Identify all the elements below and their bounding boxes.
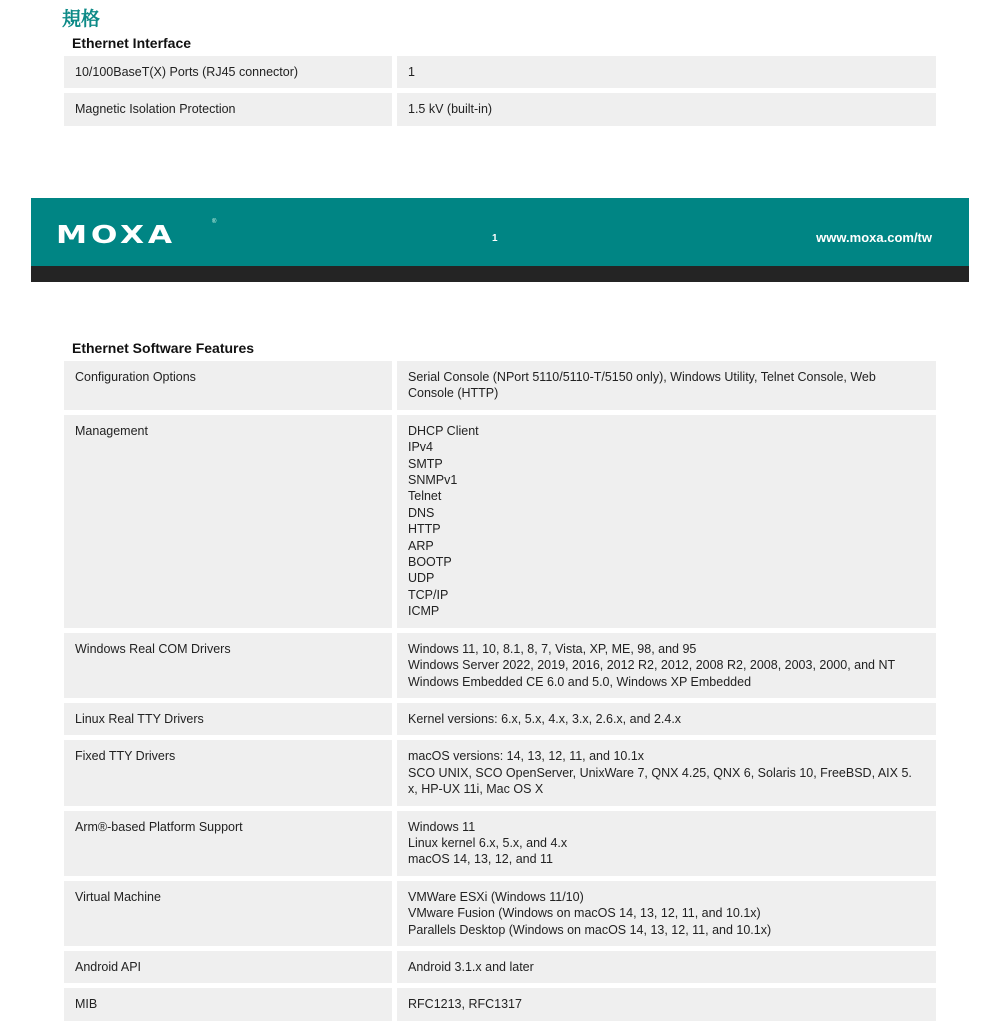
spec-value-line: 1.5 kV (built-in) [408, 102, 493, 117]
spec-value [397, 811, 936, 876]
spec-value-line: SMTP [408, 456, 443, 471]
spec-value-line: macOS versions: 14, 13, 12, 11, and 10.1x [408, 749, 645, 764]
spec-label: Fixed TTY Drivers [64, 740, 392, 805]
spec-value-line: UDP [408, 571, 435, 586]
table-row [64, 93, 936, 125]
spec-value-line: Parallels Desktop (Windows on macOS 14, 13, 12, 11, and 10.1x) [408, 922, 772, 937]
spec-value-line: ICMP [408, 604, 440, 619]
spec-value [397, 93, 936, 125]
spec-value [397, 415, 936, 628]
table-row [64, 881, 936, 946]
spec-label: Arm®-based Platform Support [64, 811, 392, 876]
spec-value [397, 951, 936, 983]
spec-value-line: Kernel versions: 6.x, 5.x, 4.x, 3.x, 2.6.x, and 2.4.x [408, 711, 682, 726]
ethernet-interface-table [64, 56, 936, 131]
spec-value [397, 633, 936, 698]
spec-value-line: Telnet [408, 489, 442, 504]
spec-label: MIB [64, 988, 392, 1020]
spec-value-line: VMWare ESXi (Windows 11/10) [408, 889, 584, 904]
spec-value [397, 740, 936, 805]
moxa-logo: MOXA [56, 220, 176, 249]
table-row [64, 703, 936, 735]
spec-value-line: Windows 11 [408, 819, 476, 834]
spec-label: Windows Real COM Drivers [64, 633, 392, 698]
spec-value [397, 881, 936, 946]
spec-label: Management [64, 415, 392, 628]
section-title-ethernet-interface: Ethernet Interface [72, 35, 192, 51]
spec-value-line: macOS 14, 13, 12, and 11 [408, 852, 554, 867]
section-title-ethernet-software-features: Ethernet Software Features [72, 340, 255, 356]
spec-label: Magnetic Isolation Protection [64, 93, 392, 125]
spec-value [397, 988, 936, 1020]
spec-value-line: x, HP-UX 11i, Mac OS X [408, 782, 544, 797]
spec-value [397, 56, 936, 88]
table-row [64, 811, 936, 876]
ethernet-software-table [64, 361, 936, 1026]
table-row [64, 361, 936, 410]
spec-value-line: Serial Console (NPort 5110/5110-T/5150 only), Windows Utility, Telnet Console, Web Console (HTTP) [408, 370, 876, 401]
spec-label: Virtual Machine [64, 881, 392, 946]
spec-value-line: HTTP [408, 522, 441, 537]
table-row [64, 951, 936, 983]
spec-value-line: SNMPv1 [408, 473, 458, 488]
spec-value-line: Android 3.1.x and later [408, 959, 534, 974]
table-row [64, 633, 936, 698]
spec-label: Linux Real TTY Drivers [64, 703, 392, 735]
spec-value-line: Windows Embedded CE 6.0 and 5.0, Windows XP Embedded [408, 674, 752, 689]
spec-value-line: Windows 11, 10, 8.1, 8, 7, Vista, XP, ME, 98, and 95 [408, 641, 697, 656]
spec-value [397, 703, 936, 735]
spec-label: Configuration Options [64, 361, 392, 410]
spec-value-line: DNS [408, 505, 435, 520]
footer-dark-strip [31, 266, 969, 282]
table-row [64, 56, 936, 88]
page-number: 1 [492, 233, 498, 244]
spec-value-line: TCP/IP [408, 587, 449, 602]
spec-value-line: RFC1213, RFC1317 [408, 997, 522, 1012]
spec-value-line: IPv4 [408, 440, 434, 455]
spec-value [397, 361, 936, 410]
spec-label: 10/100BaseT(X) Ports (RJ45 connector) [64, 56, 392, 88]
spec-value-line: ARP [408, 538, 434, 553]
spec-value-line: BOOTP [408, 555, 452, 570]
spec-value-line: 1 [408, 65, 415, 79]
table-row [64, 415, 936, 628]
page-title: 規格 [62, 8, 101, 30]
spec-value-line: SCO UNIX, SCO OpenServer, UnixWare 7, QNX 4.25, QNX 6, Solaris 10, FreeBSD, AIX 5. [408, 765, 912, 780]
spec-label: Android API [64, 951, 392, 983]
registered-mark-icon: ® [212, 219, 217, 225]
spec-value-line: DHCP Client [408, 423, 479, 438]
spec-value-line: Windows Server 2022, 2019, 2016, 2012 R2, 2012, 2008 R2, 2008, 2003, 2000, and NT [408, 658, 896, 673]
spec-value-line: VMware Fusion (Windows on macOS 14, 13, 12, 11, and 10.1x) [408, 906, 761, 921]
spec-value-line: Linux kernel 6.x, 5.x, and 4.x [408, 835, 568, 850]
table-row [64, 988, 936, 1020]
footer-url[interactable]: www.moxa.com/tw [816, 230, 932, 245]
table-row [64, 740, 936, 805]
